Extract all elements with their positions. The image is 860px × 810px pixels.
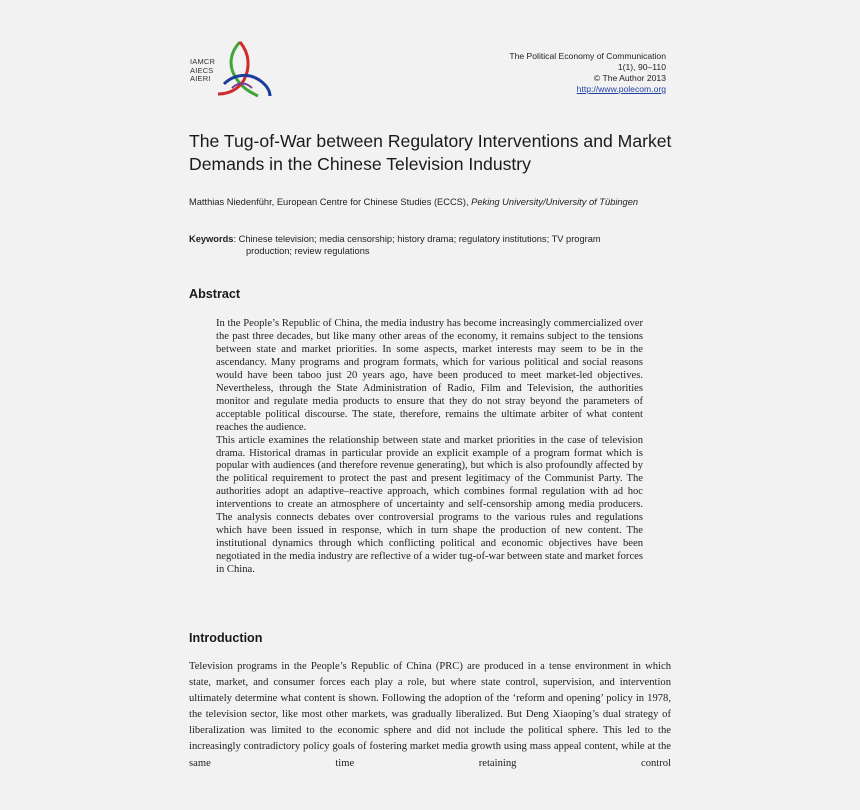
abstract-paragraph: In the People’s Republic of China, the media industry has become increasingly commercialized over the past three decades, but like many other areas of the economy, it remains subject to the tensions between state and market priorities. In some aspects, market interests may seem to be in the ascendancy. Many programs and program formats, which for various political and social reasons would have been taboo just 20 years ago, have been produced to meet market-led objectives. Nevertheless, through the State Administration of Radio, Film and Television, the authorities monitor and regulate media products to ensure that they do not stray beyond the parameters of acceptable political discourse. The state, therefore, remains the ultimate arbiter of what content reaches the audience. — [216, 318, 643, 433]
abstract-body — [216, 318, 643, 577]
article-title: The Tug-of-War between Regulatory Interventions and Market Demands in the Chinese Television Industry — [189, 131, 672, 174]
logo-line: IAMCR — [190, 57, 216, 66]
journal-url-link[interactable]: http://www.polecom.org — [576, 84, 666, 94]
introduction-heading: Introduction — [189, 631, 263, 645]
journal-issue: 1(1), 90–110 — [617, 62, 666, 72]
introduction-body — [189, 659, 671, 772]
author-line — [189, 196, 689, 208]
keywords-label: Keywords — [189, 234, 234, 244]
journal-name: The Political Economy of Communication — [509, 51, 666, 61]
logo-line: AIERI — [190, 74, 211, 83]
keywords-list: : Chinese television; media censorship; history drama; regulatory institutions; TV program — [233, 234, 601, 244]
introduction-paragraph: Television programs in the People’s Republic of China (PRC) are produced in a tense environment in which state, market, and consumer forces each play a role, but where state control, supervision, and intervention ultimately determine what content is shown. Following the adoption of the ‘reform and opening’ policy in 1978, the television sector, like most other markets, was gradually liberalized. But Deng Xiaoping’s dual strategy of liberalization was limited to the economic sphere and did not include the political sphere. This led to the increasingly contradictory policy goals of fostering market media growth using mass appeal content, while at the same time retaining control — [189, 661, 671, 769]
keywords — [189, 233, 659, 257]
author-name: Matthias Niedenführ, European Centre for Chinese Studies (ECCS), — [189, 197, 469, 207]
logo-swirl-icon — [210, 38, 280, 100]
journal-copyright: © The Author 2013 — [593, 73, 666, 83]
logo-line: AIECS — [190, 65, 214, 75]
author-institution: Peking University/University of Tübingen — [471, 197, 639, 207]
abstract-paragraph: This article examines the relationship between state and market priorities in the case of television drama. Historical dramas in particular provide an explicit example of a program format which is popular with audiences (and therefore revenue generating), but which is also profoundly affected by the political requirement to protect the past and present legitimacy of the Communist Party. The authorities adopt an adaptive–reactive approach, which combines formal regulation with ad hoc interventions to create an atmosphere of uncertainty and self-censorship among media producers. The analysis connects debates over controversial programs to the various rules and regulations which have been issued in response, which in turn shape the production of new content. The institutional dynamics through which conflicting political and economic objectives have been negotiated in the media industry are reflective of a wider tug-of-war between state and market forces in China. — [216, 434, 643, 576]
iamcr-logo — [190, 38, 280, 100]
keywords-list-continued: production; review regulations — [246, 246, 370, 256]
journal-info — [509, 51, 666, 95]
abstract-heading: Abstract — [189, 287, 241, 301]
